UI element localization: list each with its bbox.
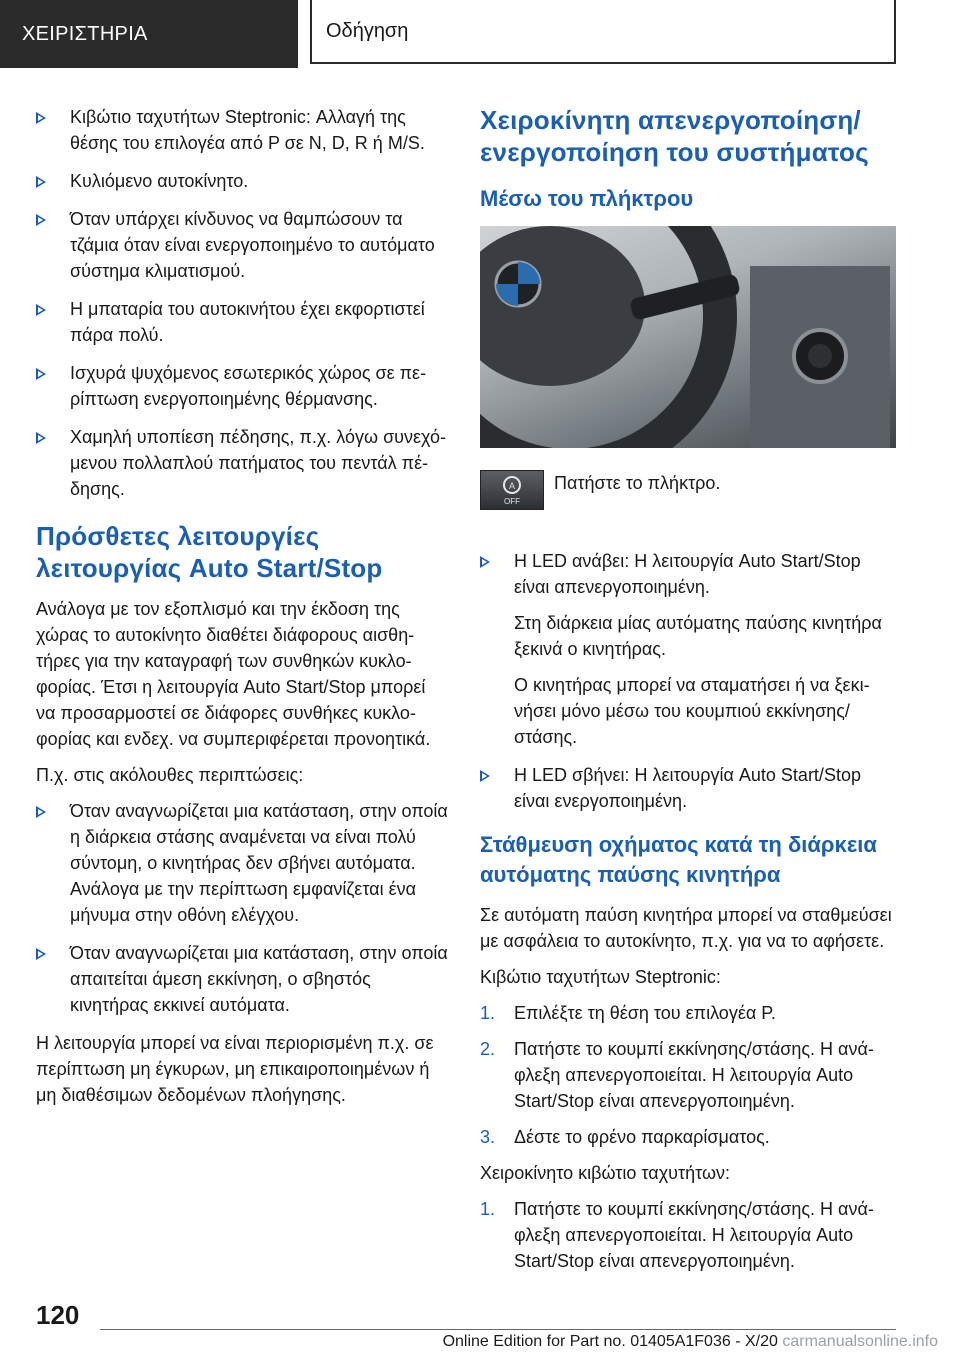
svg-text:A: A	[508, 481, 516, 491]
paragraph: Π.χ. στις ακόλουθες περιπτώσεις:	[36, 765, 304, 785]
list-item-text: Η LED ανάβει: Η λειτουργία Auto Start/Stop είναι απενεργοποιημένη.	[514, 551, 861, 597]
left-column	[36, 104, 448, 1118]
list-item-text: Κιβώτιο ταχυτήτων Steptronic: Αλλαγή της θέσης του επιλογέα από P σε N, D, R ή M/S.	[70, 107, 425, 153]
triangle-bullet-icon	[480, 770, 490, 782]
page-number: 120	[36, 1300, 80, 1330]
list-item	[36, 168, 448, 194]
triangle-bullet-icon	[36, 806, 46, 818]
triangle-bullet-icon	[36, 368, 46, 380]
section-heading: Πρόσθετες λειτουργίες λειτουργίας Auto Start/Stop	[36, 521, 383, 583]
step-number: 2.	[480, 1039, 496, 1059]
step-text: Δέστε το φρένο παρκαρίσματος.	[514, 1127, 770, 1147]
list-item-text: Όταν αναγνωρίζεται μια κατάσταση, στην οποία η διάρκεια στάσης αναμένεται να είναι πολύ σύντομη, ο κινητήρας δεν σβήνει αυτόματα. Ανάλογα με την περίπτωση εμφανίζεται ένα μήνυμα στην οθόνη ελέγχου.	[70, 801, 448, 925]
list-item-text: Κυλιόμενο αυτοκίνητο.	[70, 171, 249, 191]
list-item	[36, 798, 448, 928]
triangle-bullet-icon	[36, 948, 46, 960]
list-item	[36, 206, 448, 284]
list-item	[480, 762, 896, 814]
numbered-step	[480, 1036, 896, 1114]
list-item-text: Χαμηλή υποπίεση πέδησης, π.χ. λόγω συνεχόμενου πολλαπλού πατήματος του πεντάλ πέδησης.	[70, 427, 447, 499]
list-item-text: Όταν υπάρχει κίνδυνος να θαμπώσουν τα τζάμια όταν είναι ενεργοποιημένο το αυτόματο σύστημα κλιματισμού.	[70, 209, 435, 281]
list-item-text: Η LED σβήνει: Η λειτουργία Auto Start/Stop είναι ενεργοποιημένη.	[514, 765, 861, 811]
step-number: 3.	[480, 1127, 496, 1147]
section-heading: Χειροκίνητη απενεργοποίηση/ ενεργοποίηση του συστήματος	[480, 105, 869, 167]
edition-text: Online Edition for Part no. 01405A1F036 - X/20	[442, 1333, 778, 1350]
svg-text:OFF: OFF	[504, 497, 520, 506]
step-number: 1.	[480, 1003, 496, 1023]
list-item	[36, 940, 448, 1018]
numbered-step	[480, 1196, 896, 1274]
triangle-bullet-icon	[480, 556, 490, 568]
subsection-heading: Στάθμευση οχήματος κατά τη διάρκεια αυτόματης παύσης κινητήρα	[480, 832, 877, 887]
step-text: Πατήστε το κουμπί εκκίνησης/στάσης. Η ανάφλεξη απενεργοποιείται. Η λειτουργία Auto Start/Stop είναι απενεργοποιημένη.	[514, 1199, 874, 1271]
numbered-step	[480, 1000, 896, 1026]
list-item	[480, 548, 896, 750]
triangle-bullet-icon	[36, 304, 46, 316]
list-item-text: Ισχυρά ψυχόμενος εσωτερικός χώρος σε περίπτωση ενεργοποιημένης θέρμανσης.	[70, 363, 427, 409]
paragraph: Η λειτουργία μπορεί να είναι περιορισμένη π.χ. σε περίπτωση μη έγκυρων, μη επικαιροποιημένων ή μη διαθέσιμων δεδομένων πλοήγησης.	[36, 1033, 434, 1105]
paragraph: Χειροκίνητο κιβώτιο ταχυτήτων:	[480, 1163, 731, 1183]
step-text: Επιλέξτε τη θέση του επιλογέα P.	[514, 1003, 776, 1023]
list-item-text: Η μπαταρία του αυτοκινήτου έχει εκφορτιστεί πάρα πολύ.	[70, 299, 425, 345]
right-column	[480, 104, 896, 1284]
paragraph: Ανάλογα με τον εξοπλισμό και την έκδοση της χώρας το αυτοκίνητο διαθέτει διάφορους αισθητήρες για την καταγραφή των συνθηκών κυκλοφορίας. Έτσι η λειτουργία Auto Start/Stop μπορεί να προσαρμοστεί σε διάφορες συνθήκες κυκλοφορίας και ενδεχ. να συμπεριφέρεται προνοητικά.	[36, 599, 431, 749]
instruction-press-button	[480, 470, 896, 534]
list-item	[36, 424, 448, 502]
auto-start-stop-off-button-icon	[480, 470, 544, 510]
triangle-bullet-icon	[36, 214, 46, 226]
instruction-text: Πατήστε το πλήκτρο.	[554, 473, 721, 493]
watermark-text: carmanualsonline.info	[782, 1333, 938, 1350]
triangle-bullet-icon	[36, 112, 46, 124]
list-item	[36, 360, 448, 412]
header-section-tab: ΧΕΙΡΙΣΤΗΡΙΑ	[0, 0, 298, 68]
footer-divider	[100, 1329, 896, 1330]
paragraph: Σε αυτόματη παύση κινητήρα μπορεί να σταθμεύσει με ασφάλεια το αυτοκίνητο, π.χ. για να το αφήσετε.	[480, 905, 892, 951]
list-item-subtext: Στη διάρκεια μίας αυτόματης παύσης κινητήρα ξεκινά ο κινητήρας.	[514, 613, 882, 659]
list-item-subtext: Ο κινητήρας μπορεί να σταματήσει ή να ξεκινήσει μόνο μέσω του κουμπιού εκκίνησης/ στάσης.	[514, 675, 870, 747]
numbered-step	[480, 1124, 896, 1150]
list-item	[36, 296, 448, 348]
triangle-bullet-icon	[36, 432, 46, 444]
triangle-bullet-icon	[36, 176, 46, 188]
steering-wheel-illustration	[480, 226, 896, 448]
header-chapter-tab: Οδήγηση	[310, 0, 896, 64]
list-item	[36, 104, 448, 156]
subsection-heading: Μέσω του πλήκτρου	[480, 186, 694, 211]
steering-wheel-photo	[480, 226, 896, 448]
list-item-text: Όταν αναγνωρίζεται μια κατάσταση, στην οποία απαιτείται άμεση εκκίνηση, ο σβηστός κινητήρας εκκινεί αυτόματα.	[70, 943, 448, 1015]
paragraph: Κιβώτιο ταχυτήτων Steptronic:	[480, 967, 721, 987]
step-text: Πατήστε το κουμπί εκκίνησης/στάσης. Η ανάφλεξη απενεργοποιείται. Η λειτουργία Auto Start/Stop είναι απενεργοποιημένη.	[514, 1039, 874, 1111]
step-number: 1.	[480, 1199, 496, 1219]
footer-edition	[443, 1333, 938, 1351]
